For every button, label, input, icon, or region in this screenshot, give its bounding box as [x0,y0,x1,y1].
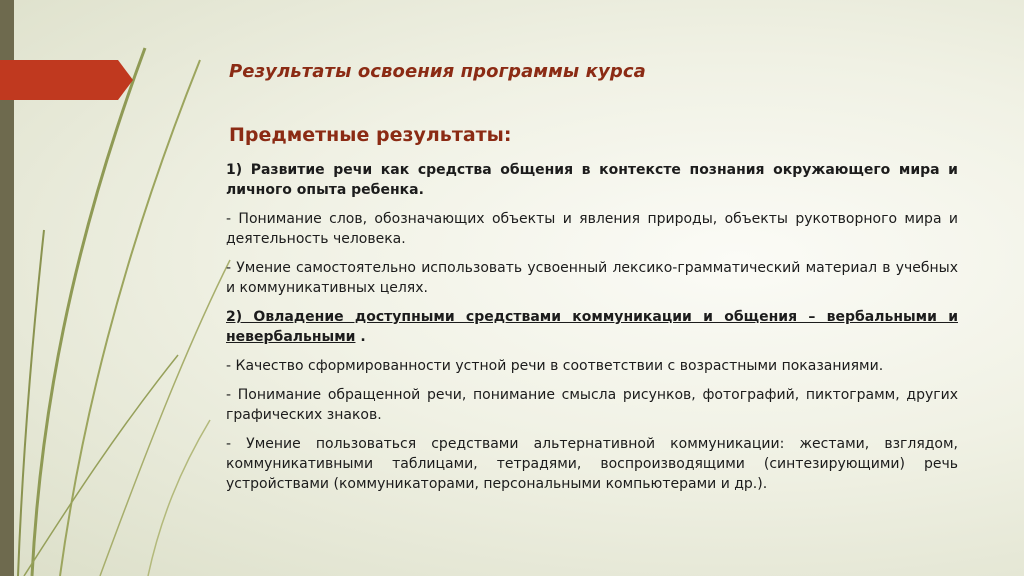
paragraph-5: - Качество сформированности устной речи в соответствии с возрастными показаниями. [226,358,884,374]
accent-arrow [0,60,133,100]
content-body [226,160,958,503]
paragraph-6: - Понимание обращенной речи, понимание смысла рисунков, фотографий, пиктограмм, других графических знаков. [226,387,958,423]
paragraph-7: - Умение пользоваться средствами альтернативной коммуникации: жестами, взглядом, коммуникативными таблицами, тетрадями, воспроизводящими (синтезирующими) речь устройствами (коммуникаторами, персональными компьютерами и др.). [226,436,958,492]
paragraph-2: - Понимание слов, обозначающих объекты и явления природы, объекты рукотворного мира и деятельность человека. [226,211,958,247]
paragraph-4-tail: . [355,329,366,345]
section-subtitle: Предметные результаты: [229,124,512,146]
paragraph-1: 1) Развитие речи как средства общения в контексте познания окружающего мира и личного опыта ребенка. [226,162,958,198]
paragraph-3: - Умение самостоятельно использовать усвоенный лексико-грамматический материал в учебных и коммуникативных целях. [226,260,958,296]
slide-title: Результаты освоения программы курса [229,61,646,82]
decorative-curves [0,0,260,576]
paragraph-4 [226,307,958,347]
paragraph-4-text: 2) Овладение доступными средствами коммуникации и общения – вербальными и невербальными [226,309,958,345]
